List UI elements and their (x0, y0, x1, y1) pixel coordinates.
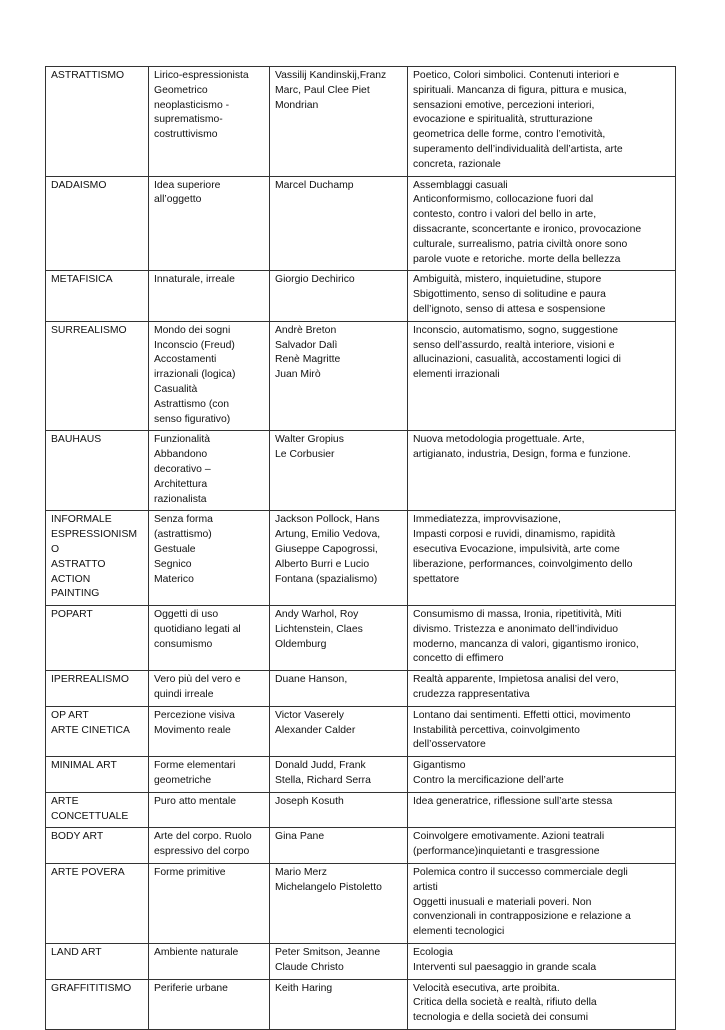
features-cell: Idea generatrice, riflessione sull’arte stessa (408, 792, 676, 828)
table-row (46, 706, 676, 756)
table-row (46, 67, 676, 177)
artists-cell: Jackson Pollock, Hans Artung, Emilio Vedova, Giuseppe Capogrossi, Alberto Burri e Lucio Fontana (spazialismo) (270, 511, 408, 606)
movement-cell: BAUHAUS (46, 431, 149, 511)
artists-cell: Gina Pane (270, 828, 408, 864)
concept-cell: Vero più del vero e quindi irreale (149, 671, 270, 707)
art-movements-table (45, 66, 676, 1030)
table-row (46, 176, 676, 271)
movement-cell: ARTE CONCETTUALE (46, 792, 149, 828)
artists-cell: Joseph Kosuth (270, 792, 408, 828)
features-cell: Velocità esecutiva, arte proibita. Critica della società e realtà, rifiuto della tecnologia e della società dei consumi (408, 979, 676, 1029)
artists-cell: Duane Hanson, (270, 671, 408, 707)
table-row (46, 828, 676, 864)
movement-cell: IPERREALISMO (46, 671, 149, 707)
movement-cell: BODY ART (46, 828, 149, 864)
artists-cell: Walter Gropius Le Corbusier (270, 431, 408, 511)
features-cell: Nuova metodologia progettuale. Arte, artigianato, industria, Design, forma e funzione. (408, 431, 676, 511)
concept-cell: Lirico-espressionista Geometrico neoplasticismo - suprematismo- costruttivismo (149, 67, 270, 177)
features-cell: Polemica contro il successo commerciale degli artisti Oggetti inusuali e materiali poveri. Non convenzionali in contrapposizione e relazione a elementi tecnologici (408, 864, 676, 944)
concept-cell: Periferie urbane (149, 979, 270, 1029)
concept-cell: Forme elementari geometriche (149, 757, 270, 793)
movement-cell: SURREALISMO (46, 321, 149, 431)
artists-cell: Mario Merz Michelangelo Pistoletto (270, 864, 408, 944)
artists-cell: Andrè Breton Salvador Dalì Renè Magritte Juan Mirò (270, 321, 408, 431)
table-row (46, 944, 676, 980)
features-cell: Assemblaggi casuali Anticonformismo, collocazione fuori dal contesto, contro i valori del bello in arte, dissacrante, sconcertante e ironico, provocazione culturale, surrealismo, patria civiltà onore sono parole vuote e retoriche. morte della bellezza (408, 176, 676, 271)
concept-cell: Mondo dei sogni Inconscio (Freud) Accostamenti irrazionali (logica) Casualità Astrattismo (con senso figurativo) (149, 321, 270, 431)
table-row (46, 864, 676, 944)
artists-cell: Peter Smitson, Jeanne Claude Christo (270, 944, 408, 980)
artists-cell: Marcel Duchamp (270, 176, 408, 271)
features-cell: Gigantismo Contro la mercificazione dell’arte (408, 757, 676, 793)
concept-cell: Arte del corpo. Ruolo espressivo del corpo (149, 828, 270, 864)
features-cell: Ecologia Interventi sul paesaggio in grande scala (408, 944, 676, 980)
table-row (46, 431, 676, 511)
table-row (46, 757, 676, 793)
artists-cell: Victor Vaserely Alexander Calder (270, 706, 408, 756)
table-row (46, 321, 676, 431)
table-row (46, 271, 676, 321)
table-row (46, 606, 676, 671)
movement-cell: LAND ART (46, 944, 149, 980)
artists-cell: Giorgio Dechirico (270, 271, 408, 321)
features-cell: Lontano dai sentimenti. Effetti ottici, movimento Instabilità percettiva, coinvolgimento dell’osservatore (408, 706, 676, 756)
features-cell: Inconscio, automatismo, sogno, suggestione senso dell’assurdo, realtà interiore, visioni e allucinazioni, casualità, accostamenti logici di elementi irrazionali (408, 321, 676, 431)
artists-cell: Keith Haring (270, 979, 408, 1029)
concept-cell: Oggetti di uso quotidiano legati al consumismo (149, 606, 270, 671)
concept-cell: Puro atto mentale (149, 792, 270, 828)
concept-cell: Innaturale, irreale (149, 271, 270, 321)
concept-cell: Idea superiore all’oggetto (149, 176, 270, 271)
table-row (46, 979, 676, 1029)
movement-cell: INFORMALE ESPRESSIONISMO ASTRATTO ACTION PAINTING (46, 511, 149, 606)
table-row (46, 792, 676, 828)
movement-cell: GRAFFITITISMO (46, 979, 149, 1029)
movement-cell: MINIMAL ART (46, 757, 149, 793)
movement-cell: POPART (46, 606, 149, 671)
movement-cell: OP ART ARTE CINETICA (46, 706, 149, 756)
features-cell: Consumismo di massa, Ironia, ripetitività, Miti divismo. Tristezza e anonimato dell’individuo moderno, mancanza di valori, gigantismo ironico, concetto di effimero (408, 606, 676, 671)
features-cell: Immediatezza, improvvisazione, Impasti corposi e ruvidi, dinamismo, rapidità esecutiva Evocazione, impulsività, arte come liberazione, performances, coinvolgimento dello spettatore (408, 511, 676, 606)
table-row (46, 671, 676, 707)
features-cell: Poetico, Colori simbolici. Contenuti interiori e spirituali. Mancanza di figura, pittura e musica, sensazioni emotive, percezioni interiori, evocazione e spiritualità, strutturazione geometrica delle forme, contro l’emotività, superamento dell’individualità dell’artista, arte concreta, razionale (408, 67, 676, 177)
concept-cell: Senza forma (astrattismo) Gestuale Segnico Materico (149, 511, 270, 606)
table-row (46, 511, 676, 606)
concept-cell: Funzionalità Abbandono decorativo – Architettura razionalista (149, 431, 270, 511)
concept-cell: Forme primitive (149, 864, 270, 944)
movement-cell: METAFISICA (46, 271, 149, 321)
concept-cell: Ambiente naturale (149, 944, 270, 980)
artists-cell: Andy Warhol, Roy Lichtenstein, Claes Oldemburg (270, 606, 408, 671)
features-cell: Realtà apparente, Impietosa analisi del vero, crudezza rappresentativa (408, 671, 676, 707)
artists-cell: Vassilij Kandinskij,Franz Marc, Paul Clee Piet Mondrian (270, 67, 408, 177)
movement-cell: ASTRATTISMO (46, 67, 149, 177)
movement-cell: ARTE POVERA (46, 864, 149, 944)
artists-cell: Donald Judd, Frank Stella, Richard Serra (270, 757, 408, 793)
movement-cell: DADAISMO (46, 176, 149, 271)
features-cell: Coinvolgere emotivamente. Azioni teatrali (performance)inquietanti e trasgressione (408, 828, 676, 864)
features-cell: Ambiguità, mistero, inquietudine, stupore Sbigottimento, senso di solitudine e paura dell’ignoto, senso di attesa e sospensione (408, 271, 676, 321)
concept-cell: Percezione visiva Movimento reale (149, 706, 270, 756)
